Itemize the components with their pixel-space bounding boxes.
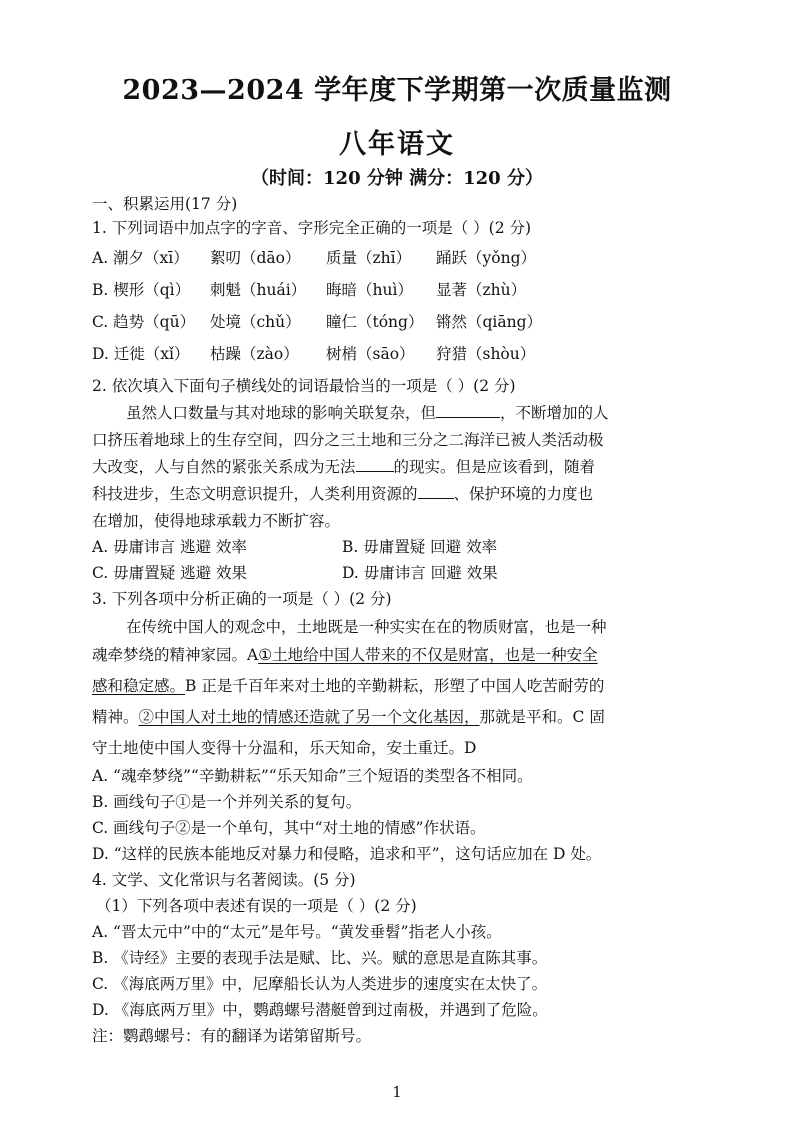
q1-option-b	[92, 280, 526, 300]
q1-c-word1: C. 趋势（qū）	[92, 313, 196, 331]
q3-passage-line4	[92, 707, 714, 727]
q1-stem: 1. 下列词语中加点字的字音、字形完全正确的一项是（ ）(2 分)	[92, 219, 532, 237]
q1-d-word2: 枯躁（zào）	[210, 345, 299, 363]
q1-d-word1: D. 迁徙（xǐ）	[92, 345, 190, 363]
q2-option-c: C. 毋庸置疑 逃避 效果	[92, 564, 248, 582]
q2-blank-1	[436, 403, 500, 418]
q2-passage-line2: 口挤压着地球上的生存空间，四分之三土地和三分之二海洋已被人类活动极	[92, 431, 604, 449]
q3-p4b: 那就是平和。C 固	[479, 708, 605, 726]
q4-stem: 4. 文学、文化常识与名著阅读。(5 分)	[92, 871, 356, 889]
q2-p1a: 虽然人口数量与其对地球的影响关联复杂，但	[126, 404, 437, 422]
q2-option-b: B. 毋庸置疑 回避 效率	[342, 538, 498, 556]
q1-option-a	[92, 248, 536, 268]
q4-option-d: D. 《海底两万里》中，鹦鹉螺号潜艇曾到过南极，并遇到了危险。	[92, 1001, 548, 1019]
q2-p4a: 科技进步，生态文明意识提升，人类利用资源的	[92, 485, 418, 503]
q2-options-row2	[92, 563, 498, 583]
exam-time-info: （时间：120 分钟 满分：120 分）	[251, 168, 543, 189]
exam-subject: 八年语文	[339, 129, 455, 160]
q3-underlined-sentence-2: ②中国人对土地的情感还造就了另一个文化基因，	[138, 708, 480, 726]
q2-option-a: A. 毋庸讳言 逃避 效率	[92, 538, 247, 556]
q1-b-word2: 刺魁（huái）	[210, 281, 307, 299]
q1-option-c	[92, 312, 542, 332]
q2-stem: 2. 依次填入下面句子横线处的词语最恰当的一项是（ ）(2 分)	[92, 377, 516, 395]
q3-passage-line1: 在传统中国人的观念中，土地既是一种实实在在的物质财富，也是一种	[126, 618, 607, 636]
q3-passage-line3	[92, 676, 714, 696]
q1-a-word1: A. 潮夕（xī）	[92, 249, 189, 267]
q4-sub1-stem: （1）下列各项中表述有误的一项是（ ）(2 分)	[96, 897, 417, 915]
q2-blank-2	[356, 457, 394, 472]
q3-option-b: B. 画线句子①是一个并列关系的复句。	[92, 793, 362, 811]
q3-p2: 魂牵梦绕的精神家园。A	[92, 646, 259, 664]
q2-p3a: 大改变，人与自然的紧张关系成为无法	[92, 458, 356, 476]
q3-option-d: D. “这样的民族本能地反对暴力和侵略，追求和平”，这句话应加在 D 处。	[92, 845, 602, 863]
q1-c-word3: 瞳仁（tóng）	[326, 313, 424, 331]
q2-p3b: 的现实。但是应该看到，随着	[393, 458, 596, 476]
q3-passage-line2	[92, 645, 714, 665]
q2-option-d: D. 毋庸讳言 回避 效果	[342, 564, 498, 582]
q3-p3: B 正是千百年来对土地的辛勤耕耘，形塑了中国人吃苦耐劳的	[185, 677, 605, 695]
q3-p4a: 精神。	[92, 708, 139, 726]
q3-stem: 3. 下列各项中分析正确的一项是（ ）(2 分)	[92, 590, 392, 608]
q4-option-b: B. 《诗经》主要的表现手法是赋、比、兴。赋的意思是直陈其事。	[92, 949, 548, 967]
q1-b-word4: 显著（zhù）	[436, 281, 527, 299]
q3-option-c: C. 画线句子②是一个单句，其中“对土地的情感”作状语。	[92, 819, 486, 837]
q2-passage-line3	[92, 457, 714, 477]
q1-d-word4: 狩猎（shòu）	[436, 345, 536, 363]
q1-d-word3: 树梢（sāo）	[326, 345, 415, 363]
q1-b-word3: 晦暗（huì）	[326, 281, 413, 299]
q1-b-word1: B. 楔形（qì）	[92, 281, 191, 299]
exam-title: 2023—2024 学年度下学期第一次质量监测	[122, 75, 672, 106]
q1-c-word4: 锵然（qiāng）	[436, 313, 543, 331]
q2-p1b: ，不断增加的人	[500, 404, 609, 422]
q1-c-word2: 处境（chǔ）	[210, 313, 301, 331]
q2-passage-line5: 在增加，使得地球承载力不断扩容。	[92, 512, 341, 530]
q4-option-c: C. 《海底两万里》中，尼摩船长认为人类进步的速度实在太快了。	[92, 975, 548, 993]
q2-blank-3	[418, 484, 454, 499]
page-number: 1	[392, 1083, 402, 1101]
q3-underlined-sentence-1-end: 感和稳定感。	[92, 677, 186, 695]
q1-option-d	[92, 344, 535, 364]
q1-a-word3: 质量（zhī）	[326, 249, 412, 267]
q3-option-a: A. “魂牵梦绕”“辛勤耕耘”“乐天知命”三个短语的类型各不相同。	[92, 767, 533, 785]
q2-passage-line1	[126, 403, 714, 423]
q2-passage-line4	[92, 484, 714, 504]
q1-a-word2: 絮叨（dāo）	[210, 249, 301, 267]
q4-option-a: A. “晋太元中”中的“太元”是年号。“黄发垂髫”指老人小孩。	[92, 923, 502, 941]
q3-underlined-sentence-1: ①土地给中国人带来的不仅是财富，也是一种安全	[258, 646, 598, 664]
q2-options-row1	[92, 537, 497, 557]
q4-note: 注：鹦鹉螺号：有的翻译为诺第留斯号。	[92, 1027, 372, 1045]
section-heading: 一、积累运用(17 分)	[92, 195, 238, 213]
q3-passage-line5: 守土地使中国人变得十分温和，乐天知命，安土重迁。D	[92, 739, 477, 757]
q1-a-word4: 踊跃（yǒng）	[436, 249, 536, 267]
q2-p4b: 、保护环境的力度也	[453, 485, 594, 503]
